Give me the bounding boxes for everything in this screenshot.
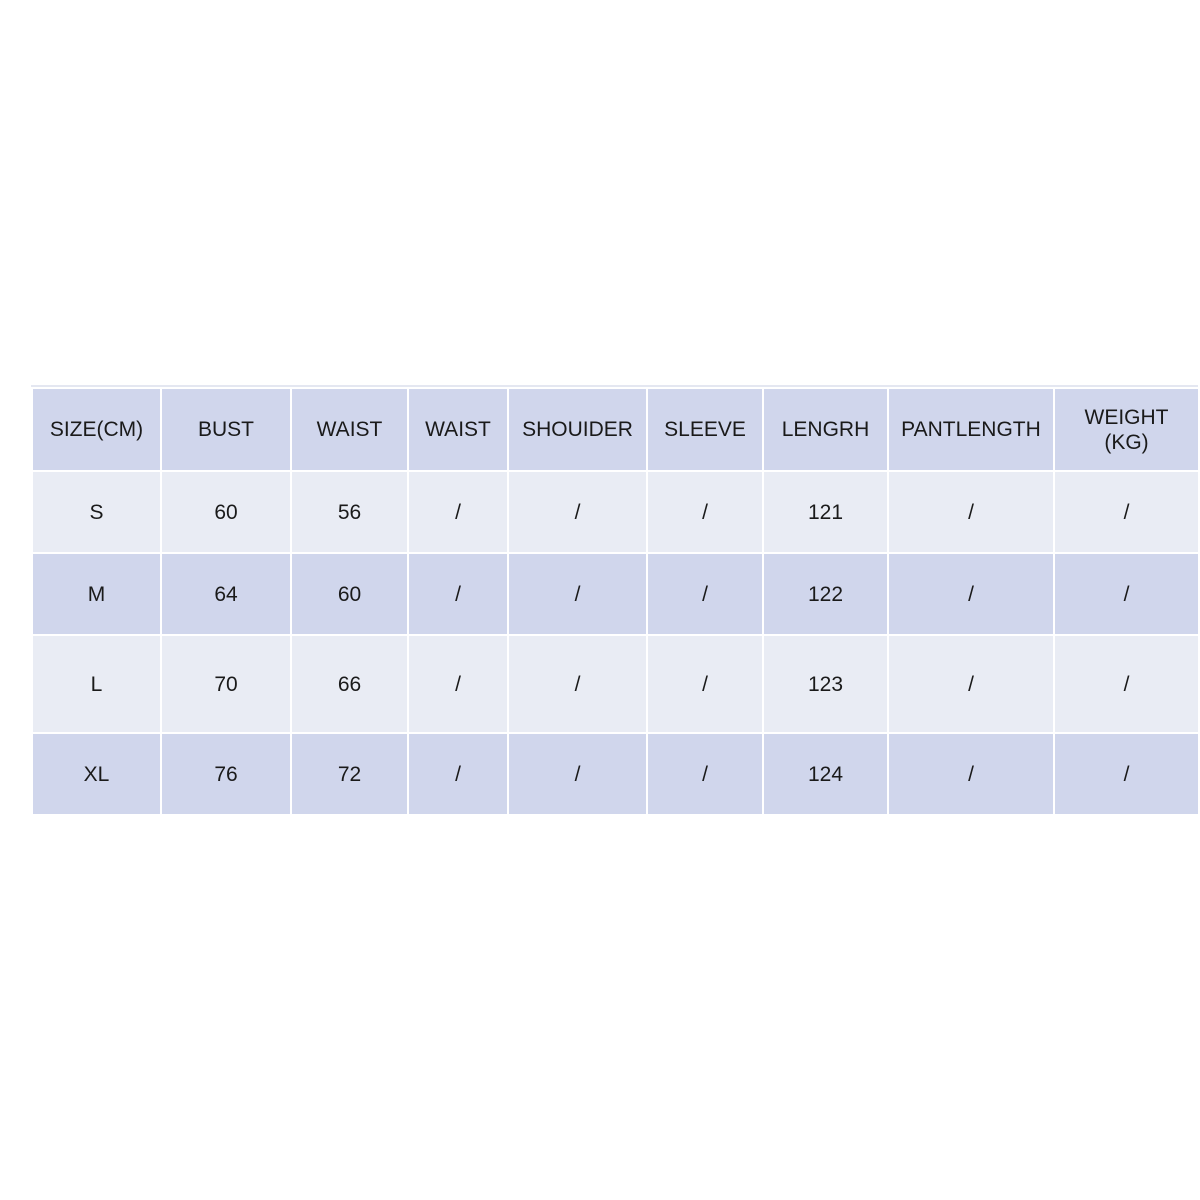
size-chart-table [31, 387, 1200, 816]
cell-pant-length: / [888, 733, 1054, 815]
cell-length: 121 [763, 471, 888, 553]
cell-waist-2: / [408, 553, 508, 635]
cell-length: 123 [763, 635, 888, 733]
header-weight: WEIGHT (KG) [1054, 388, 1199, 471]
header-sleeve: SLEEVE [647, 388, 763, 471]
cell-bust: 70 [161, 635, 291, 733]
header-waist-2: WAIST [408, 388, 508, 471]
cell-size: XL [32, 733, 161, 815]
cell-waist: 66 [291, 635, 408, 733]
header-shoulder: SHOUIDER [508, 388, 647, 471]
cell-bust: 76 [161, 733, 291, 815]
header-waist: WAIST [291, 388, 408, 471]
cell-sleeve: / [647, 733, 763, 815]
cell-waist-2: / [408, 733, 508, 815]
header-pant-length: PANTLENGTH [888, 388, 1054, 471]
cell-pant-length: / [888, 553, 1054, 635]
cell-size: S [32, 471, 161, 553]
cell-weight: / [1054, 471, 1199, 553]
header-length: LENGRH [763, 388, 888, 471]
table-row [32, 553, 1199, 635]
cell-shoulder: / [508, 733, 647, 815]
cell-pant-length: / [888, 635, 1054, 733]
cell-length: 122 [763, 553, 888, 635]
cell-size: L [32, 635, 161, 733]
cell-sleeve: / [647, 471, 763, 553]
cell-sleeve: / [647, 553, 763, 635]
cell-bust: 64 [161, 553, 291, 635]
cell-weight: / [1054, 553, 1199, 635]
header-size: SIZE(CM) [32, 388, 161, 471]
header-row [32, 388, 1199, 471]
table-row [32, 733, 1199, 815]
cell-bust: 60 [161, 471, 291, 553]
cell-shoulder: / [508, 471, 647, 553]
cell-waist: 72 [291, 733, 408, 815]
cell-weight: / [1054, 733, 1199, 815]
table-row [32, 471, 1199, 553]
cell-weight: / [1054, 635, 1199, 733]
cell-waist-2: / [408, 471, 508, 553]
cell-waist: 60 [291, 553, 408, 635]
cell-waist-2: / [408, 635, 508, 733]
cell-length: 124 [763, 733, 888, 815]
cell-size: M [32, 553, 161, 635]
cell-shoulder: / [508, 635, 647, 733]
cell-waist: 56 [291, 471, 408, 553]
table-row [32, 635, 1199, 733]
cell-pant-length: / [888, 471, 1054, 553]
cell-shoulder: / [508, 553, 647, 635]
cell-sleeve: / [647, 635, 763, 733]
header-bust: BUST [161, 388, 291, 471]
